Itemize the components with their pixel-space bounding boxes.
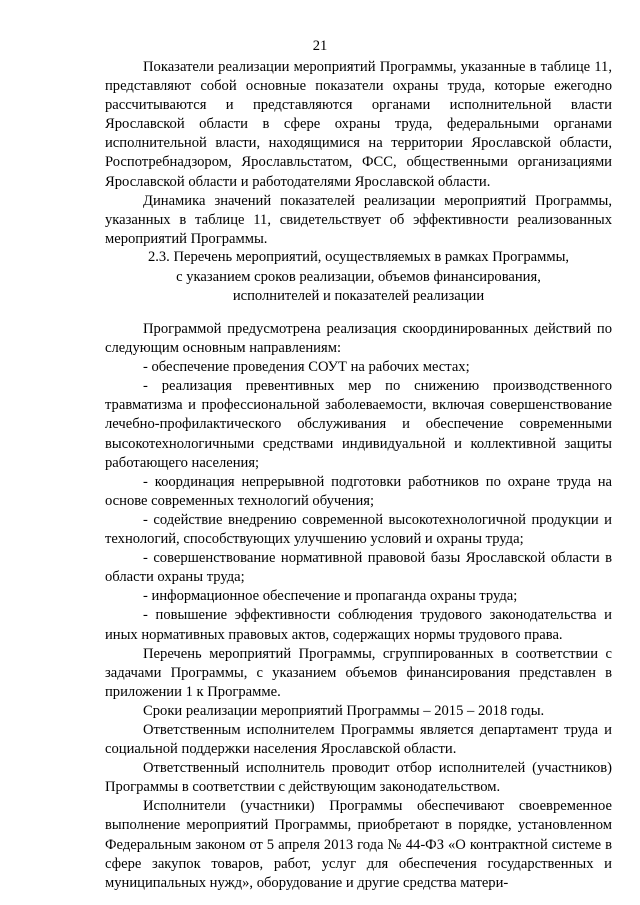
closing-paragraph-5: Исполнители (участники) Программы обеспечивают своевременное выполнение мероприятий Программы, приобретают в порядке, установленном Федеральным законом от 5 апреля 2013 года № 44-ФЗ «О контрактной системе в сфере закупок товаров, работ, услуг для обеспечения государственных и муниципальных нужд», оборудование и другие средства матери-	[105, 798, 612, 891]
direction-item: - повышение эффективности соблюдения трудового законодательства и иных нормативных правовых актов, содержащих нормы трудового права.	[105, 607, 612, 643]
section-heading-line-3: исполнителей и показателей реализации	[232, 288, 485, 304]
intro-paragraph-2: Динамика значений показателей реализации мероприятий Программы, указанных в таблице 11, свидетельствует об эффективности реализованных мероприятий Программы.	[105, 192, 612, 247]
closing-paragraph-4: Ответственный исполнитель проводит отбор исполнителей (участников) Программы в соответствии с действующим законодательством.	[105, 760, 612, 796]
section-heading-line-1: 2.3. Перечень мероприятий, осуществляемых в рамках Программы,	[147, 249, 570, 265]
direction-item: - координация непрерывной подготовки работников по охране труда на основе современных технологий обучения;	[105, 473, 612, 509]
direction-item: - совершенствование нормативной правовой базы Ярославской области в области охраны труда;	[105, 550, 612, 586]
closing-paragraph-1: Перечень мероприятий Программы, сгруппированных в соответствии с задачами Программы, с указанием объемов финансирования представлен в приложении 1 к Программе.	[105, 645, 612, 700]
direction-item: - обеспечение проведения СОУТ на рабочих местах;	[143, 359, 470, 376]
section-heading	[105, 248, 612, 307]
intro-paragraph-1: Показатели реализации мероприятий Программы, указанные в таблице 11, представляют собой основные показатели охраны труда, которые ежегодно рассчитываются и представляются органами исполнительной власти Ярославской области в сфере охраны труда, федеральными органами исполнительной власти, находящимися на территории Ярославской области, Роспотребнадзором, Ярославльстатом, ФСС, общественными организациями Ярославской области и работодателями Ярославской области.	[105, 59, 612, 190]
directions-intro: Программой предусмотрена реализация скоординированных действий по следующим основным направлениям:	[105, 321, 612, 357]
direction-item: - реализация превентивных мер по снижению производственного травматизма и профессиональной заболеваемости, включая совершенствование лечебно-профилактического обслуживания и обеспечение современными высокотехнологичными средствами индивидуальной и коллективной защиты работающего населения;	[105, 378, 612, 471]
main-section	[105, 320, 612, 893]
intro-section	[105, 58, 612, 249]
closing-paragraph-3: Ответственным исполнителем Программы является департамент труда и социальной поддержки населения Ярославской области.	[105, 721, 612, 758]
page-number: 21	[312, 38, 328, 54]
direction-item: - содействие внедрению современной высокотехнологичной продукции и технологий, способствующих улучшению условий и охраны труда;	[105, 511, 612, 548]
closing-paragraph-2: Сроки реализации мероприятий Программы – 2015 – 2018 годы.	[143, 702, 545, 719]
direction-item: - информационное обеспечение и пропаганда охраны труда;	[143, 588, 518, 605]
section-heading-line-2: с указанием сроков реализации, объемов финансирования,	[176, 268, 541, 285]
